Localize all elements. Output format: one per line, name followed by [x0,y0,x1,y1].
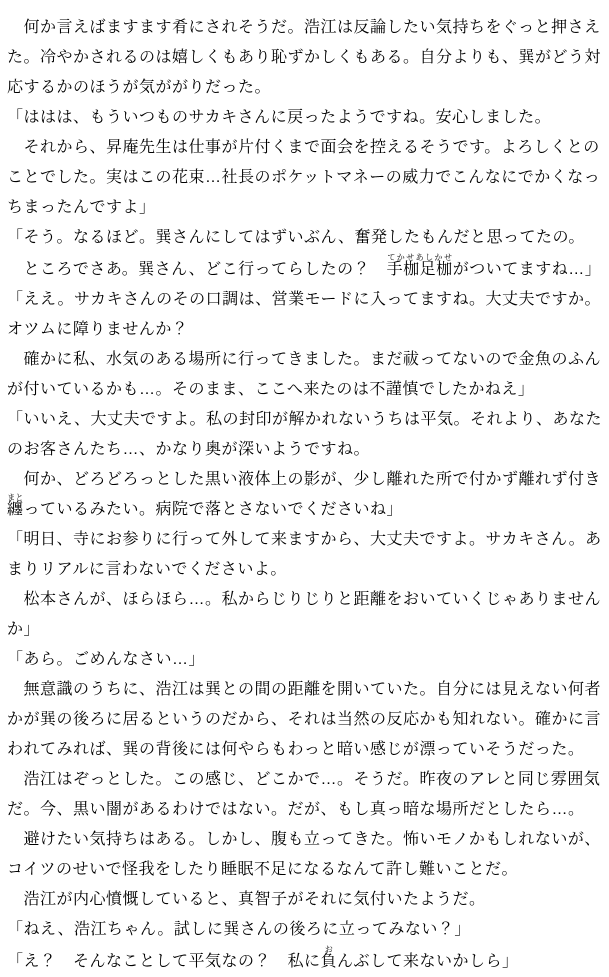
text-run: 「明日、寺にお参りに行って外して来ますから、大丈夫ですよ。サカキさん。あまりリアルに言わないでくださいよ。 [7,531,602,578]
text-run: 確かに私、水気のある場所に行ってきました。まだ祓ってないので金魚のふんが付いているかも…。そのまま、ここへ来たのは不謹慎でしたかねえ」 [7,351,602,398]
paragraph [7,585,602,645]
text-run: 何か言えばますます肴にされそうだ。浩江は反論したい気持ちをぐっと押さえた。冷やかされるのは嬉しくもあり恥ずかしくもある。自分よりも、巽がどう対応するかのほうが気ががりだった。 [7,19,602,96]
ruby-reading: お [320,945,338,954]
paragraph [7,825,602,885]
text-run: 浩江はぞっとした。この感じ、どこかで…。そうだ。昨夜のアレと同じ雰囲気だ。今、黒い闇があるわけではない。だが、もし真っ暗な場所だとしたら…。 [7,771,601,818]
text-run: 「そう。なるほど。巽さんにしてはずいぶん、奮発したもんだと思ってたの。 [7,229,585,246]
text-run: 何か、どろどろっとした黒い液体上の影が、少し離れた所で付かず離れず付き [7,471,602,488]
paragraph [7,13,602,103]
text-run: 「ねえ、浩江ちゃん。試しに巽さんの後ろに立ってみない？」 [7,921,471,938]
paragraph [7,345,602,405]
paragraph [7,465,602,525]
paragraph [7,645,602,675]
text-run: 「え？ そんなことして平気なの？ 私に [7,953,321,970]
text-run: んぶして来ないかしら」 [337,953,519,970]
text-run: ところでさあ。巽さん、どこ行ってらしたの？ [7,261,387,278]
paragraph [7,945,602,977]
paragraph [7,675,602,765]
text-run: 「ははは、もういつものサカキさんに戻ったようですね。安心しました。 [7,109,552,126]
ruby-reading: まと [7,493,24,502]
text-run: 「いいえ、大丈夫ですよ。私の封印が解かれないうちは平気。それより、あなたのお客さんたち…、かなり奥が深いようですね。 [7,411,602,458]
text-run: それから、昇庵先生は仕事が片付くまで面会を控えるそうです。よろしくとのことでした。実はこの花束…社長のポケットマネーの威力でこんなにでかくなっちまったんですよ」 [7,139,601,216]
paragraph [7,223,602,253]
text-run: 松本さんが、ほらほら…。私からじりじりと距離をおいていくじゃありませんか」 [7,591,602,638]
paragraph [7,103,602,133]
paragraph [7,765,602,825]
text-run: 避けたい気持ちはある。しかし、腹も立ってきた。怖いモノかもしれないが、コイツのせいで怪我をしたり睡眠不足になるなんて許し難いことだ。 [7,831,601,878]
text-run: 「ええ。サカキさんのその口調は、営業モードに入ってますね。大丈夫ですか。オツムに障りませんか？ [7,291,602,338]
text-run: がついてますね…」 [452,261,602,278]
text-run: 浩江が内心憤慨していると、真智子がそれに気付いたようだ。 [7,891,486,908]
paragraph [7,253,602,285]
text-run: 「あら。ごめんなさい…」 [7,651,206,668]
ruby-annotation: 手枷足枷てかせあしかせ [386,253,453,278]
paragraph [7,285,602,345]
paragraph [7,405,602,465]
text-run: 無意識のうちに、浩江は巽との間の距離を開いていた。自分には見えない何者かが巽の後ろに居るというのだから、それは当然の反応かも知れない。確かに言われてみれば、巽の背後には何やらもわっと暗い感じが漂っていそうだった。 [7,681,602,758]
ruby-reading: てかせあしかせ [386,253,453,262]
ruby-annotation: 纏まと [7,493,24,518]
paragraph [7,915,602,945]
paragraph [7,525,602,585]
ruby-annotation: 負お [320,945,338,970]
text-run: っているみたい。病院で落とさないでくださいね」 [23,501,404,518]
paragraph [7,133,602,223]
paragraph [7,885,602,915]
